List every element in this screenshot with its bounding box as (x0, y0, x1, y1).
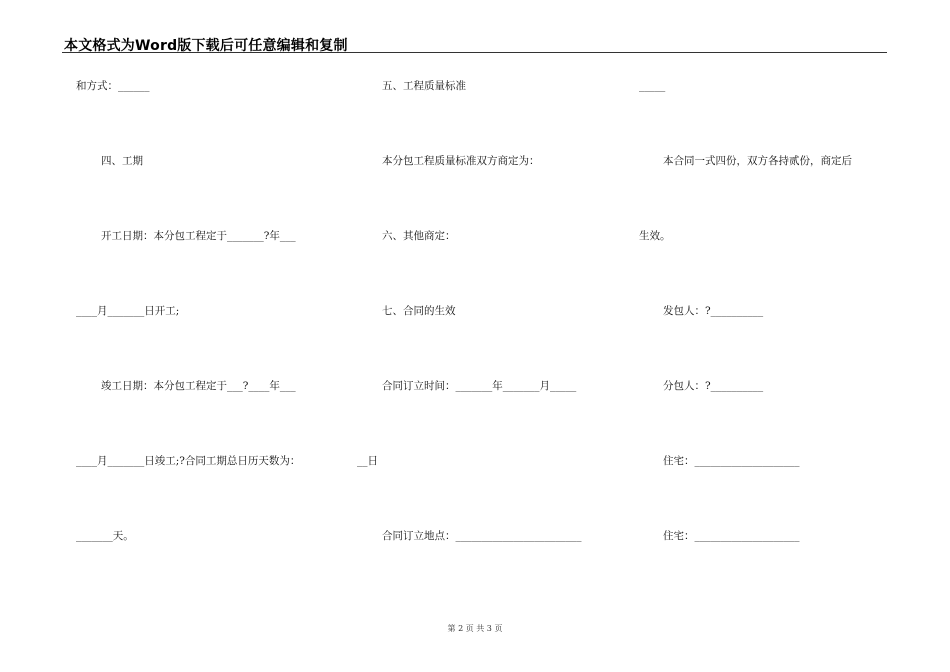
left-line-7: __日 (357, 455, 378, 467)
right-line-1: _____ (639, 80, 666, 92)
left-line-4: ____月_______日开工; (76, 305, 180, 317)
right-line-6: 住宅：____________________ (663, 455, 800, 467)
left-line-8: _______天。 (76, 530, 134, 542)
middle-line-2: 本分包工程质量标准双方商定为： (382, 155, 540, 167)
left-line-6: ____月_______日竣工;?合同工期总日历天数为： (76, 455, 301, 467)
left-line-3: 开工日期：本分包工程定于_______?年___ (101, 230, 296, 242)
left-line-5: 竣工日期：本分包工程定于___?____年___ (101, 380, 296, 392)
middle-line-6: 合同订立地点：________________________ (382, 530, 582, 542)
left-line-2: 四、工期 (101, 155, 143, 167)
page-number-footer: 第 2 页 共 3 页 (447, 624, 503, 633)
document-header-title: 本文格式为Word版下载后可任意编辑和复制 (64, 38, 348, 54)
right-line-2: 本合同一式四份，双方各持贰份，商定后 (663, 155, 852, 167)
right-line-4: 发包人：?__________ (663, 305, 764, 317)
middle-line-5: 合同订立时间：_______年_______月_____ (382, 380, 577, 392)
middle-line-1: 五、工程质量标准 (382, 80, 466, 92)
left-line-1: 和方式：______ (76, 80, 150, 92)
middle-line-4: 七、合同的生效 (382, 305, 456, 317)
middle-line-3: 六、其他商定： (382, 230, 456, 242)
right-line-7: 住宅：____________________ (663, 530, 800, 542)
header-divider (62, 52, 887, 53)
right-line-5: 分包人：?__________ (663, 380, 764, 392)
right-line-3: 生效。 (639, 230, 671, 242)
